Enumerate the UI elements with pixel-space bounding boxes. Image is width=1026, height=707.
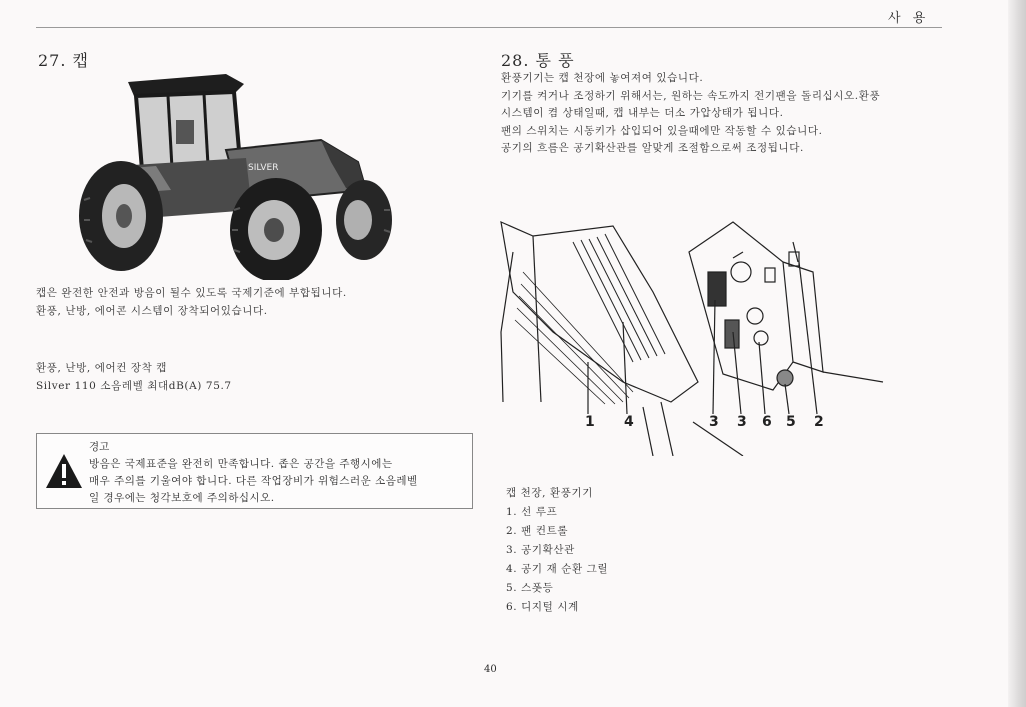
- diagram-callouts: [493, 414, 886, 438]
- page-edge-shadow: [1008, 0, 1026, 707]
- warning-triangle-icon: [44, 452, 84, 490]
- callout-label: 4: [624, 414, 634, 430]
- callout-label: 3: [709, 414, 719, 430]
- text-line: 시스템이 켬 상태일때, 캡 내부는 더소 가압상태가 됩니다.: [501, 107, 784, 119]
- text-line: 환풍기기는 캡 천장에 놓여져여 있습니다.: [501, 72, 704, 84]
- callout-label: 1: [585, 414, 595, 430]
- header-rule: [36, 27, 942, 28]
- text-line: 매우 주의를 기울여야 합니다. 다른 작업장비가 위험스러운 소음레벨: [89, 475, 418, 487]
- legend-title: 캡 천장, 환풍기기: [506, 487, 594, 499]
- text-line: 캡은 완전한 안전과 방음이 될수 있도록 국제기준에 부합됩니다.: [36, 287, 347, 299]
- warning-box: [36, 433, 473, 509]
- cab-spec: [36, 360, 232, 395]
- legend-item: 4. 공기 재 순환 그릴: [506, 563, 609, 575]
- legend-item: 6. 디지털 시계: [506, 601, 579, 613]
- legend-item: 2. 팬 컨트롤: [506, 525, 569, 537]
- text-line: 공기의 흐름은 공기확산관를 알맞게 조절함으로써 조정됩니다.: [501, 142, 804, 154]
- legend-item: 3. 공기확산관: [506, 544, 575, 556]
- text-line: 방음은 국제표준을 완전히 만족합니다. 좁은 공간을 주행시에는: [89, 458, 393, 470]
- section-28-heading: 28. 통 풍: [501, 51, 575, 70]
- legend-item: 5. 스폿등: [506, 582, 554, 594]
- callout-label: 3: [737, 414, 747, 430]
- callout-label: 6: [762, 414, 772, 430]
- callout-label: 2: [814, 414, 824, 430]
- text-line: 일 경우에는 청각보호에 주의하십시오.: [89, 492, 275, 504]
- section-27-heading: 27. 캡: [38, 51, 89, 70]
- text-line: 환풍, 난방, 에어콘 시스템이 장착되어있습니다.: [36, 304, 268, 317]
- text-line: 환풍, 난방, 에어컨 장착 캡: [36, 362, 168, 374]
- warning-title: 경고: [89, 441, 110, 453]
- page-number: 40: [484, 664, 497, 675]
- tractor-photo: [76, 70, 396, 280]
- running-head: 사 용: [888, 11, 930, 26]
- text-line: 기기를 켜거나 조정하기 위해서는, 원하는 속도까지 전기팬을 돌리십시오.환풍: [501, 89, 881, 102]
- callout-label: 5: [786, 414, 796, 430]
- text-line: Silver 110 소음레벨 최대dB(A) 75.7: [36, 379, 232, 392]
- legend-item: 1. 선 루프: [506, 506, 558, 518]
- diagram-legend: [506, 484, 608, 617]
- warning-text: [89, 456, 418, 507]
- photo-label: SILVER: [248, 163, 279, 173]
- text-line: 팬의 스위치는 시동키가 삽입되어 있을때에만 작동할 수 있습니다.: [501, 124, 823, 137]
- cab-description: [36, 285, 347, 320]
- ventilation-description: [501, 70, 880, 158]
